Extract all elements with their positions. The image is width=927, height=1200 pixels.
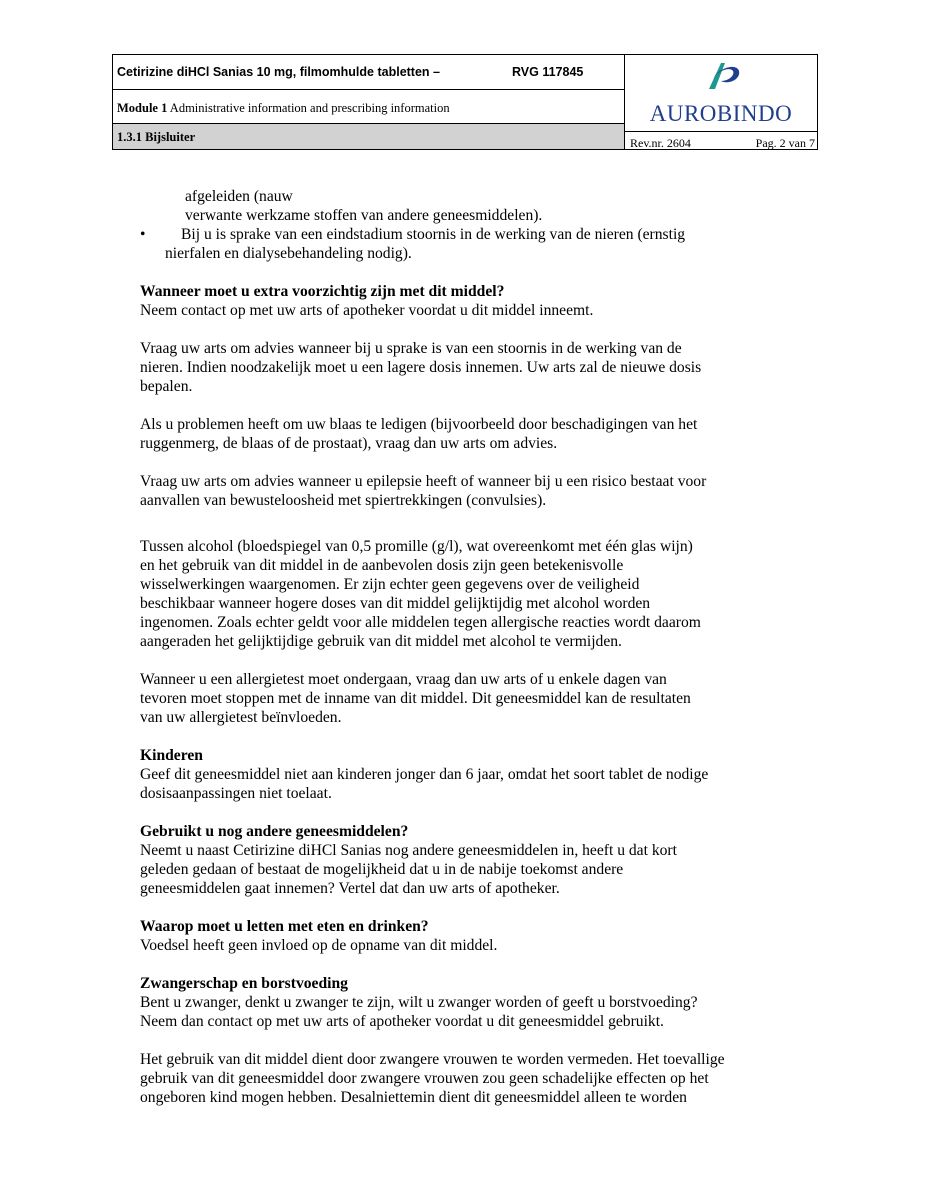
text-line: aangeraden het gelijktijdige gebruik van dit middel met alcohol te vermijden. [140, 633, 622, 650]
text-line: afgeleiden (nauw [185, 188, 293, 205]
text-line: Vraag uw arts om advies wanneer u epilepsie heeft of wanneer bij u een risico bestaat voor [140, 473, 707, 490]
text-line: Bent u zwanger, denkt u zwanger te zijn, wilt u zwanger worden of geeft u borstvoeding? [140, 994, 698, 1011]
text-line: ruggenmerg, de blaas of de prostaat), vraag dan uw arts om advies. [140, 435, 558, 452]
module-description: Administrative information and prescribing information [167, 101, 450, 115]
section-pregnancy [140, 974, 790, 1107]
text-line: verwante werkzame stoffen van andere geneesmiddelen). [185, 207, 543, 224]
company-logo-text: AUROBINDO [649, 101, 793, 126]
text-line: beschikbaar wanneer hogere doses van dit middel gelijktijdig met alcohol worden [140, 595, 651, 612]
paragraph [140, 1050, 790, 1107]
intro-continuation [140, 187, 790, 225]
text-line: geneesmiddelen gaat innemen? Vertel dat dan uw arts of apotheker. [140, 880, 560, 897]
section-heading: Waarop moet u letten met eten en drinken? [140, 918, 429, 935]
text-line: Als u problemen heeft om uw blaas te ledigen (bijvoorbeeld door beschadigingen van het [140, 416, 698, 433]
text-line: Het gebruik van dit middel dient door zwangere vrouwen te worden vermeden. Het toevallige [140, 1051, 725, 1068]
text-line: aanvallen van bewusteloosheid met spiertrekkingen (convulsies). [140, 492, 547, 509]
section-heading: Kinderen [140, 747, 203, 764]
aurobindo-logo-icon [703, 59, 743, 93]
rvg-number: RVG 117845 [512, 65, 584, 79]
section-heading: Zwangerschap en borstvoeding [140, 975, 348, 992]
text-line: geleden gedaan of bestaat de mogelijkheid dat u in de nabije toekomst andere [140, 861, 624, 878]
text-line: Neem dan contact op met uw arts of apotheker voordat u dit geneesmiddel gebruikt. [140, 1013, 664, 1030]
section-label: 1.3.1 Bijsluiter [117, 130, 196, 144]
header-divider [625, 131, 817, 132]
document-body [140, 187, 790, 1126]
section-heading: Wanneer moet u extra voorzichtig zijn met dit middel? [140, 283, 505, 300]
text-line: Voedsel heeft geen invloed op de opname van dit middel. [140, 937, 498, 954]
module-label [117, 101, 450, 116]
text-line: Neem contact op met uw arts of apotheker voordat u dit middel inneemt. [140, 302, 594, 319]
paragraph [140, 339, 790, 396]
text-line: Wanneer u een allergietest moet ondergaan, vraag dan uw arts of u enkele dagen van [140, 671, 667, 688]
section-food-drink [140, 917, 790, 955]
header-logo-block [625, 55, 817, 149]
section-other-medicines [140, 822, 790, 898]
header-section-row [113, 124, 624, 149]
paragraph [140, 415, 790, 453]
paragraph [140, 993, 790, 1031]
section-heading: Gebruikt u nog andere geneesmiddelen? [140, 823, 409, 840]
bullet-item [140, 225, 790, 263]
text-line: en het gebruik van dit middel in de aanbevolen dosis zijn geen betekenisvolle [140, 557, 624, 574]
paragraph [140, 537, 790, 651]
paragraph [140, 472, 790, 510]
text-line: Neemt u naast Cetirizine diHCl Sanias nog andere geneesmiddelen in, heeft u dat kort [140, 842, 677, 859]
text-line: Tussen alcohol (bloedspiegel van 0,5 promille (g/l), wat overeenkomt met één glas wijn) [140, 538, 693, 555]
text-line: wisselwerkingen waargenomen. Er zijn echter geen gegevens over de veiligheid [140, 576, 640, 593]
text-line: van uw allergietest beïnvloeden. [140, 709, 342, 726]
text-line: Vraag uw arts om advies wanneer bij u sprake is van een stoornis in de werking van de [140, 340, 682, 357]
text-line: nieren. Indien noodzakelijk moet u een lagere dosis innemen. Uw arts zal de nieuwe dosis [140, 359, 702, 376]
text-line: bepalen. [140, 378, 193, 395]
text-line: tevoren moet stoppen met de inname van dit middel. Dit geneesmiddel kan de resultaten [140, 690, 691, 707]
header-info-block [113, 55, 625, 149]
section-precautions [140, 282, 790, 727]
text-line: ongeboren kind mogen hebben. Desalniettemin dient dit geneesmiddel alleen te worden [140, 1089, 687, 1106]
header-product-row [113, 55, 624, 90]
paragraph [140, 301, 790, 320]
text-line: gebruik van dit geneesmiddel door zwangere vrouwen zou geen schadelijke effecten op het [140, 1070, 709, 1087]
page-number: Pag. 2 van 7 [755, 136, 815, 150]
revision-number: Rev.nr. 2604 [630, 136, 691, 150]
bullet-icon: • [140, 226, 146, 243]
section-children [140, 746, 790, 803]
text-line: Geef dit geneesmiddel niet aan kinderen jonger dan 6 jaar, omdat het soort tablet de nodige [140, 766, 709, 783]
document-header [112, 54, 818, 150]
text-line: Bij u is sprake van een eindstadium stoornis in de werking van de nieren (ernstig [181, 226, 686, 243]
module-number: Module 1 [117, 101, 168, 115]
product-name: Cetirizine diHCl Sanias 10 mg, filmomhulde tabletten – [117, 65, 440, 79]
paragraph [140, 670, 790, 727]
text-line: ingenomen. Zoals echter geldt voor alle middelen tegen allergische reacties wordt daarom [140, 614, 701, 631]
text-line: nierfalen en dialysebehandeling nodig). [165, 245, 412, 262]
text-line: dosisaanpassingen niet toelaat. [140, 785, 332, 802]
header-module-row [113, 90, 624, 124]
